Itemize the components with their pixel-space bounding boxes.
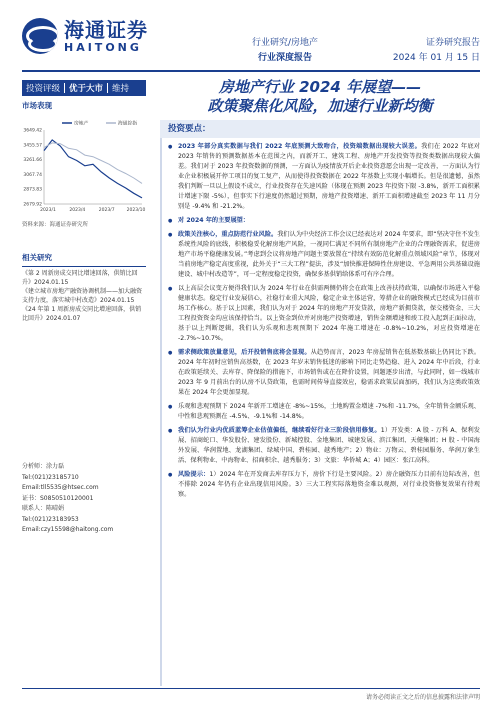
rating-status: 维持: [112, 84, 130, 94]
y-tick-label: 3067.74: [23, 172, 42, 178]
bullet-paragraph: [168, 142, 480, 212]
legend-label: 海通综指: [118, 121, 138, 127]
x-tick-label: 2023/7: [98, 208, 115, 213]
related-item[interactable]: 《第 2 周新房成交同比增速回落，供销比回升》2024.01.15: [22, 270, 138, 286]
sidebar: [22, 100, 146, 324]
x-tick-label: 2023/4: [69, 208, 86, 213]
x-tick-label: 2023/10: [126, 208, 146, 213]
bullet-paragraph: [168, 284, 480, 344]
related-research: [22, 252, 146, 323]
paragraph-body: 从趋势而言，2023 年房屋销售在低基数基础上仍同比下跌。2024 年年初时应销售高基数，在 2023 年岁末销售低迷的影响下同比走势趋稳、进入 2024 年中后段，行业在政策延续关、去库存、降保险的措施下，市场销售或在在降价设置，问题逐步出清，与此同时，如一线城市 2023 年 9 月前出台的认房不认贷政策，也需时间传导直接效应，稳需求政策层面加码，我们认为这类政策效果在 2024 年会更加显现。: [178, 349, 481, 396]
analyst-tel: Tel:(021)23185710: [22, 473, 79, 481]
logo-text: [64, 19, 148, 54]
y-tick-label: 3649.42: [23, 128, 42, 134]
rating-value: 优于大市: [69, 84, 104, 94]
market-chart: [22, 118, 146, 218]
x-tick-label: 2023/1: [40, 208, 56, 213]
report-date: 2024 年 01 月 15 日: [392, 53, 480, 63]
paragraph-lead: 我们认为行业内优质蓝筹企业估值偏低，继续看好行业三阶段信用修复。: [178, 427, 381, 434]
paragraph-lead: 需求侧政策放量意见，后开投销售底将会显现。: [178, 349, 311, 356]
report-header: [0, 0, 500, 72]
report-meta-block: [370, 36, 480, 66]
paragraph-lead: 政策关注核心，重点防范行业风险。: [178, 231, 278, 238]
paragraph-lead: 风险提示：: [178, 471, 210, 478]
page-title: [160, 78, 480, 116]
report-category-block: [230, 36, 340, 66]
market-heading: 市场表现: [22, 101, 52, 110]
key-points-header: 投资要点：: [160, 120, 480, 138]
paragraph-lead: 2023 年部分真实数据与我们 2022 年底预测大致吻合，投资端数据出现较大误差。: [178, 143, 422, 150]
related-item[interactable]: 《24 年第 1 周新房成交同比增速回落，供销比回升》2024.01.07: [22, 306, 142, 322]
main-content: [168, 142, 480, 504]
brand-logo: [22, 18, 148, 54]
paragraph-body: 以上高层会议变方便得我们认为 2024 年行业在供需两侧仍将会在政策上改善扶持政策，以确保市场进入平稳健康状态。稳定行业发展信心，社稳行业重大风险，稳定企业主体运营，筹措企业的融资模式已经成为目前市场工作核心。基于以上因素，我们认为对于 2024 年的房地产开发贷款，房地产新拥贷款，保交楼资金、三大工程投资资金均应该保持恰当。以上资金到位并对房地产投资增速，销售金额增速和竣工投入起到正面拉动，基于以上判断逻辑，我们认为乐观和悲观预期下 2024 年施工增速在 -0.8%~10.2%，对应投资增速在 -2.7%~10.7%。: [178, 285, 480, 342]
related-heading: 相关研究: [22, 253, 52, 262]
related-item[interactable]: 《建立城市房地产融资协调机制——加大融资支持力度，落实城中村改造》2024.01.15: [22, 288, 143, 304]
paragraph-body: 乐观和悲观预期下 2024 年新开工增速在 -8%~15%，土地购置金增速 -7%和 -11.7%，全年销售金额乐观、中性和悲观预测在 -4.5%、-9.1%和 -14.8%。: [178, 403, 480, 420]
series-line: [44, 143, 142, 184]
paragraph-lead: 对 2024 年的主要展望：: [178, 217, 250, 224]
paragraph-body: 1）2024 年在开发商去库存压力下，房价下行是主要风险。2）房企融资压力目前有边际改善，但不排除 2024 年仍有企业出现信用风险。3）三大工程实际落地资金难以观测，对行业投资修复效果有待观察。: [178, 471, 480, 498]
report-category: 行业研究/房地产: [251, 38, 319, 48]
footer-disclaimer: 请务必阅读正文之后的信息披露和法律声明: [365, 694, 480, 701]
logo-cn: 海通证券: [64, 17, 148, 42]
contact-tel: Tel:(021)23183953: [22, 515, 79, 523]
logo-en: HAITONG: [64, 40, 142, 54]
chart-source: 资料来源：海通证券研究所: [22, 222, 89, 228]
analyst-contacts: [22, 462, 146, 536]
analyst-cert: 证书：S0850510120001: [22, 494, 94, 502]
bullet-paragraph: [168, 348, 480, 398]
y-tick-label: 2679.92: [23, 202, 42, 208]
bullet-paragraph: [168, 426, 480, 466]
logo-icon: [22, 18, 58, 54]
analyst-name: 分析师：涂力磊: [22, 463, 65, 470]
contact-name: 联系人：陈晴娟: [22, 505, 65, 512]
report-org: 证券研究报告: [425, 38, 480, 48]
market-chart-svg: [22, 118, 146, 218]
legend-label: 房地产: [74, 121, 89, 127]
report-type: 行业深度报告: [257, 53, 312, 63]
bullet-paragraph: [168, 470, 480, 500]
related-divider: [22, 266, 146, 267]
title-line-1: 房地产行业 2024 年展望——: [218, 78, 422, 96]
paragraph-body: 我们认为中央经济工作会议已经表达对 2024 年要求，即“坚决守住不发生系统性风险的底线，积极稳妥化解房地产风险，一视同仁满足不同所有制房地产企业的合理融资需求，促进房地产市场平稳健康发展。”考虑到会议将房地产问题主要放置在“持续有效防范化解重点领域风险”章节，体现对当前房地产稳定高度重视，此外关于“三大工程”提法，涉及“加快推进保障性住房建设、平急两用公共基础设施建设、城中村改造等”，可一定程度稳定投资，确保多基供销给体系可有序合理。: [178, 231, 480, 278]
y-tick-label: 3261.66: [23, 158, 42, 164]
header-divider: [22, 70, 480, 72]
analyst-email[interactable]: Email:tll5535@htsec.com: [22, 484, 99, 491]
y-tick-label: 2873.83: [23, 187, 42, 193]
rating-label: 投资评级: [26, 84, 61, 94]
bullet-paragraph: [168, 216, 480, 226]
y-tick-label: 3455.57: [23, 143, 42, 149]
footer-divider: [22, 688, 480, 689]
bullet-paragraph: [168, 402, 480, 422]
contact-email[interactable]: Email:czy15598@haitong.com: [22, 526, 114, 533]
paragraph-body: 1）开发类：A 股 - 万科 A、保利发展、招商蛇口、华发股份、建发股份、新城控股、金地集团、城建发展、滨江集团、天健集团；H 股 - 中国海外发展、华润置地、龙湖集团、绿城中国、碧桂园、越秀地产；2）物业：万物云、碧桂园服务、华润万象生活、保利物业、中海物业、招商积余、越秀服务；3）文旅：华侨城 A；4）园区：张江高科。: [178, 427, 480, 464]
rating-bar: [22, 80, 146, 96]
series-line: [44, 140, 142, 198]
paragraph-body: 我们在 2022 年底对 2023 年销售的预测数据基本在范围之内，而新开工、建筑工程、房地产开发投资等投资类数据出现较大偏差。我们对于 2023 年投资数据的预测，一方面认为疫情放开后企业投资意愿会出现一定改善，一方面认为行业企业积极展开停工项目的复工复产，从而使得投资数据在 2022 年基数上实现小幅增长。但是很遗憾，虽然我们判断一旦以上假设不成立，行业投资存在失速风险（体现在预测 2023 年投资下限 -3.8%，新开工面积累计增速下限 -5%），但事实下行速度仍然超过预期，房地产投资增速、新开工面积增速截至 2023 年 11 月分别是 -9.4% 和 -21.2%。: [178, 143, 480, 210]
title-line-2: 政策聚焦化风险，加速行业新均衡: [207, 97, 433, 115]
bullet-paragraph: [168, 230, 480, 280]
content-left-rule: [160, 138, 162, 686]
